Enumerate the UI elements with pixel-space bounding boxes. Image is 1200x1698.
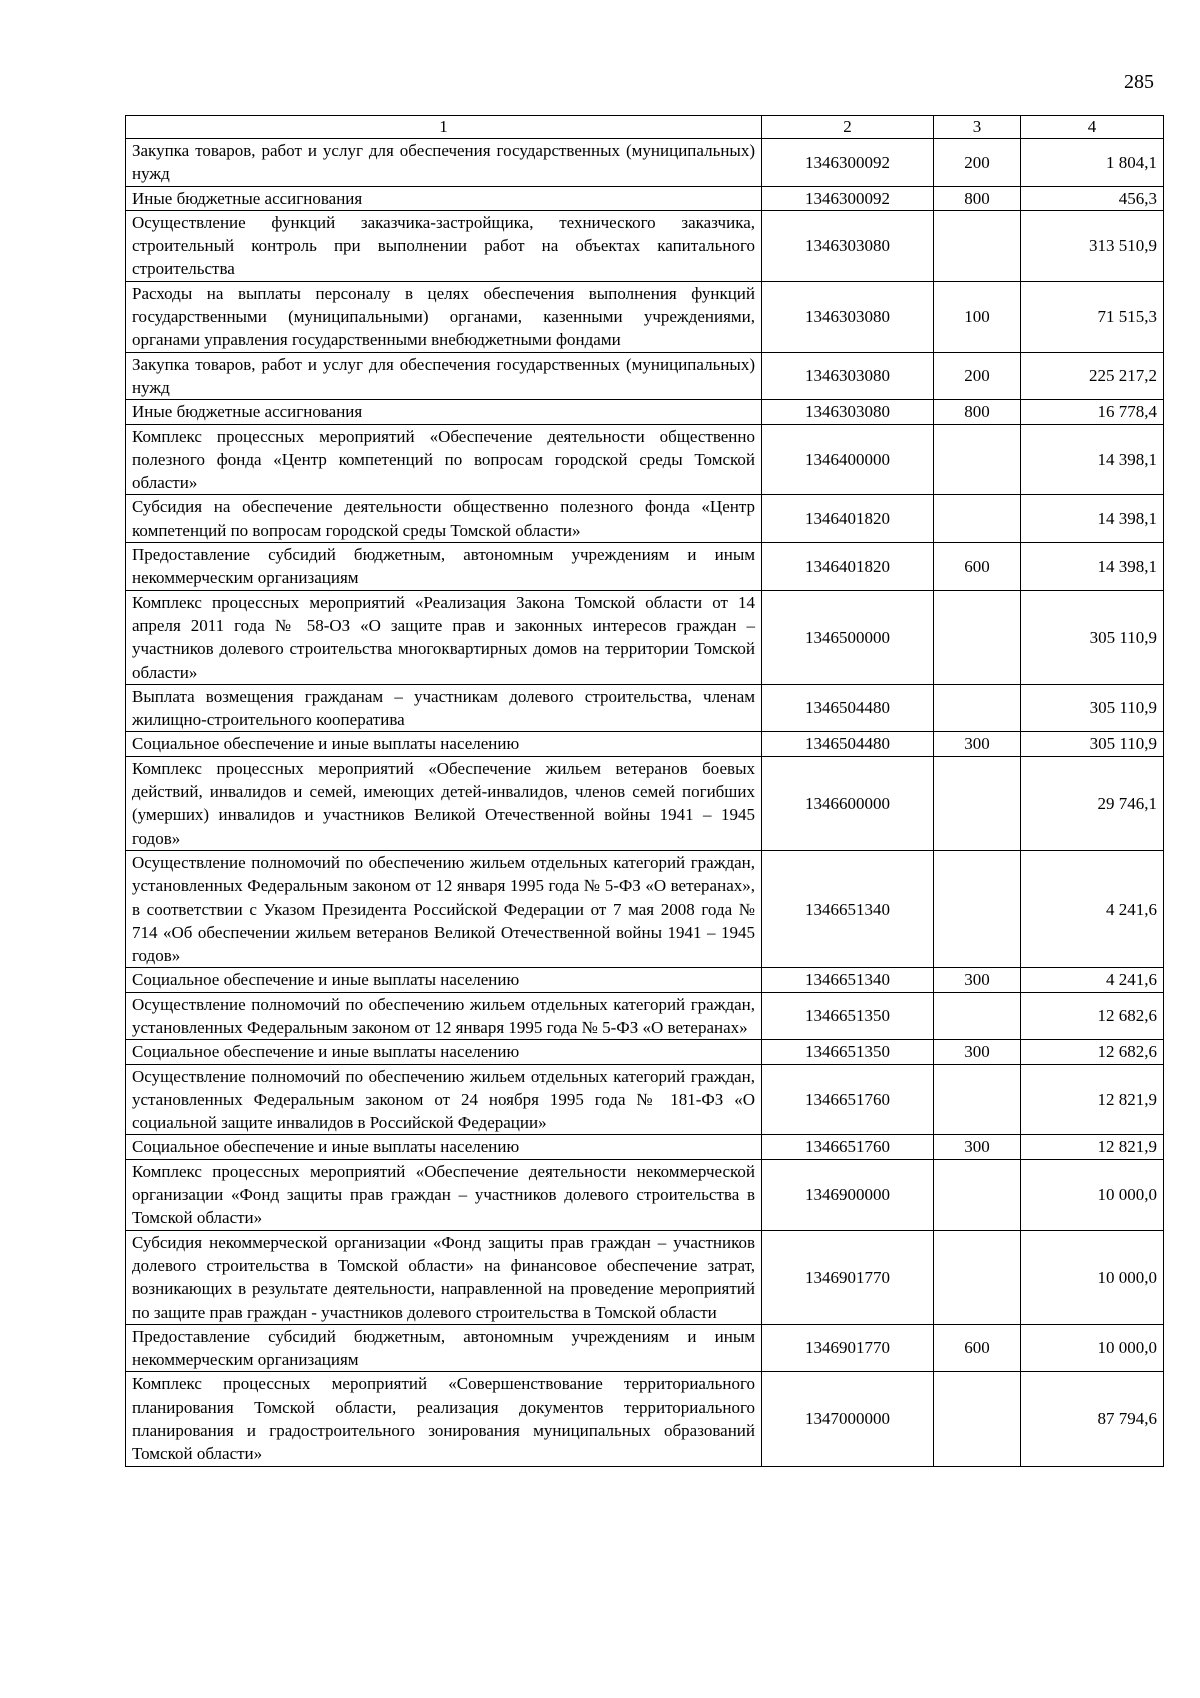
row-type: [934, 1064, 1021, 1135]
row-amount: 12 821,9: [1021, 1135, 1164, 1159]
row-amount: 12 682,6: [1021, 992, 1164, 1040]
table-row: [126, 186, 1164, 210]
table-row: [126, 992, 1164, 1040]
table-row: [126, 1040, 1164, 1064]
table-row: [126, 1064, 1164, 1135]
column-header-type: 3: [934, 116, 1021, 139]
row-amount: 305 110,9: [1021, 732, 1164, 756]
row-name: Социальное обеспечение и иные выплаты населению: [126, 1135, 762, 1159]
row-code: 1346300092: [762, 186, 934, 210]
row-type: [934, 210, 1021, 281]
row-code: 1346401820: [762, 495, 934, 543]
table-row: [126, 495, 1164, 543]
table-row: [126, 210, 1164, 281]
row-amount: 305 110,9: [1021, 684, 1164, 732]
table-row: [126, 1230, 1164, 1324]
row-code: 1346651760: [762, 1064, 934, 1135]
row-name: Осуществление полномочий по обеспечению жильем отдельных категорий граждан, установленных Федеральным законом от 12 января 1995 года № 5-ФЗ «О ветеранах», в соответствии с Указом Президента Российской Федерации от 7 мая 2008 года № 714 «Об обеспечении жильем ветеранов Великой Отечественной войны 1941 – 1945 годов»: [126, 850, 762, 967]
row-name: Предоставление субсидий бюджетным, автономным учреждениям и иным некоммерческим организациям: [126, 1324, 762, 1372]
row-name: Иные бюджетные ассигнования: [126, 186, 762, 210]
row-name: Предоставление субсидий бюджетным, автономным учреждениям и иным некоммерческим организациям: [126, 543, 762, 591]
row-type: 300: [934, 1040, 1021, 1064]
table-row: [126, 756, 1164, 850]
column-header-code: 2: [762, 116, 934, 139]
row-code: 1347000000: [762, 1372, 934, 1466]
row-name: Комплекс процессных мероприятий «Реализация Закона Томской области от 14 апреля 2011 года № 58-ОЗ «О защите прав и законных интересов граждан – участников долевого строительства многоквартирных домов на территории Томской области»: [126, 590, 762, 684]
row-code: 1346303080: [762, 210, 934, 281]
row-code: 1346504480: [762, 732, 934, 756]
row-type: 600: [934, 543, 1021, 591]
row-name: Социальное обеспечение и иные выплаты населению: [126, 968, 762, 992]
row-code: 1346303080: [762, 400, 934, 424]
row-code: 1346651350: [762, 992, 934, 1040]
table-row: [126, 400, 1164, 424]
table-row: [126, 590, 1164, 684]
row-name: Осуществление полномочий по обеспечению жильем отдельных категорий граждан, установленных Федеральным законом от 24 ноября 1995 года № 181-ФЗ «О социальной защите инвалидов в Российской Федерации»: [126, 1064, 762, 1135]
row-amount: 4 241,6: [1021, 850, 1164, 967]
row-type: 800: [934, 186, 1021, 210]
row-amount: 71 515,3: [1021, 281, 1164, 352]
row-code: 1346303080: [762, 281, 934, 352]
row-type: [934, 1372, 1021, 1466]
row-type: [934, 495, 1021, 543]
row-type: [934, 1230, 1021, 1324]
column-header-name: 1: [126, 116, 762, 139]
row-type: 200: [934, 352, 1021, 400]
row-type: [934, 1159, 1021, 1230]
row-amount: 1 804,1: [1021, 139, 1164, 187]
table-row: [126, 352, 1164, 400]
table-row: [126, 543, 1164, 591]
table-row: [126, 424, 1164, 495]
row-name: Социальное обеспечение и иные выплаты населению: [126, 1040, 762, 1064]
row-code: 1346901770: [762, 1324, 934, 1372]
table-row: [126, 684, 1164, 732]
row-type: 300: [934, 732, 1021, 756]
row-name: Комплекс процессных мероприятий «Обеспечение деятельности общественно полезного фонда «Центр компетенций по вопросам городской среды Томской области»: [126, 424, 762, 495]
row-amount: 12 682,6: [1021, 1040, 1164, 1064]
row-name: Субсидия на обеспечение деятельности общественно полезного фонда «Центр компетенций по вопросам городской среды Томской области»: [126, 495, 762, 543]
row-amount: 10 000,0: [1021, 1324, 1164, 1372]
row-type: [934, 684, 1021, 732]
table-row: [126, 1372, 1164, 1466]
row-code: 1346600000: [762, 756, 934, 850]
row-code: 1346651340: [762, 850, 934, 967]
row-code: 1346901770: [762, 1230, 934, 1324]
row-amount: 14 398,1: [1021, 495, 1164, 543]
row-type: 600: [934, 1324, 1021, 1372]
row-amount: 10 000,0: [1021, 1159, 1164, 1230]
row-type: [934, 850, 1021, 967]
table-header: [126, 116, 1164, 139]
row-name: Осуществление полномочий по обеспечению жильем отдельных категорий граждан, установленных Федеральным законом от 12 января 1995 года № 5-ФЗ «О ветеранах»: [126, 992, 762, 1040]
table-row: [126, 1135, 1164, 1159]
row-code: 1346504480: [762, 684, 934, 732]
row-name: Комплекс процессных мероприятий «Обеспечение деятельности некоммерческой организации «Фонд защиты прав граждан – участников долевого строительства в Томской области»: [126, 1159, 762, 1230]
row-name: Закупка товаров, работ и услуг для обеспечения государственных (муниципальных) нужд: [126, 352, 762, 400]
row-amount: 12 821,9: [1021, 1064, 1164, 1135]
row-type: [934, 992, 1021, 1040]
row-amount: 10 000,0: [1021, 1230, 1164, 1324]
row-amount: 29 746,1: [1021, 756, 1164, 850]
row-code: 1346651760: [762, 1135, 934, 1159]
row-type: 100: [934, 281, 1021, 352]
row-name: Иные бюджетные ассигнования: [126, 400, 762, 424]
row-code: 1346500000: [762, 590, 934, 684]
row-name: Комплекс процессных мероприятий «Обеспечение жильем ветеранов боевых действий, инвалидов и семей, имеющих детей-инвалидов, членов семей погибших (умерших) инвалидов и участников Великой Отечественной войны 1941 – 1945 годов»: [126, 756, 762, 850]
row-amount: 87 794,6: [1021, 1372, 1164, 1466]
row-amount: 14 398,1: [1021, 543, 1164, 591]
row-type: 300: [934, 968, 1021, 992]
page-number: 285: [1124, 71, 1154, 93]
budget-table: [125, 115, 1164, 1467]
row-name: Комплекс процессных мероприятий «Совершенствование территориального планирования Томской области, реализация документов территориального планирования и градостроительного зонирования муниципальных образований Томской области»: [126, 1372, 762, 1466]
row-amount: 4 241,6: [1021, 968, 1164, 992]
row-code: 1346400000: [762, 424, 934, 495]
row-name: Социальное обеспечение и иные выплаты населению: [126, 732, 762, 756]
table-row: [126, 968, 1164, 992]
row-type: 300: [934, 1135, 1021, 1159]
column-header-amount: 4: [1021, 116, 1164, 139]
row-name: Выплата возмещения гражданам – участникам долевого строительства, членам жилищно-строительного кооператива: [126, 684, 762, 732]
row-amount: 16 778,4: [1021, 400, 1164, 424]
table-row: [126, 850, 1164, 967]
row-name: Субсидия некоммерческой организации «Фонд защиты прав граждан – участников долевого строительства в Томской области» на финансовое обеспечение затрат, возникающих в результате деятельности, направленной на проведение мероприятий по защите прав граждан - участников долевого строительства в Томской области: [126, 1230, 762, 1324]
row-type: [934, 590, 1021, 684]
table-row: [126, 1324, 1164, 1372]
table-row: [126, 1159, 1164, 1230]
row-type: [934, 424, 1021, 495]
row-code: 1346401820: [762, 543, 934, 591]
row-code: 1346900000: [762, 1159, 934, 1230]
row-code: 1346303080: [762, 352, 934, 400]
table-body: [126, 139, 1164, 1467]
row-type: 800: [934, 400, 1021, 424]
table-row: [126, 139, 1164, 187]
header-row: [126, 116, 1164, 139]
row-name: Расходы на выплаты персоналу в целях обеспечения выполнения функций государственными (муниципальными) органами, казенными учреждениями, органами управления государственными внебюджетными фондами: [126, 281, 762, 352]
row-amount: 225 217,2: [1021, 352, 1164, 400]
row-amount: 14 398,1: [1021, 424, 1164, 495]
row-code: 1346651340: [762, 968, 934, 992]
row-type: 200: [934, 139, 1021, 187]
row-type: [934, 756, 1021, 850]
row-amount: 305 110,9: [1021, 590, 1164, 684]
row-code: 1346651350: [762, 1040, 934, 1064]
row-amount: 313 510,9: [1021, 210, 1164, 281]
table-row: [126, 281, 1164, 352]
row-amount: 456,3: [1021, 186, 1164, 210]
table-row: [126, 732, 1164, 756]
row-name: Осуществление функций заказчика-застройщика, технического заказчика, строительный контроль при выполнении работ на объектах капитального строительства: [126, 210, 762, 281]
row-name: Закупка товаров, работ и услуг для обеспечения государственных (муниципальных) нужд: [126, 139, 762, 187]
row-code: 1346300092: [762, 139, 934, 187]
